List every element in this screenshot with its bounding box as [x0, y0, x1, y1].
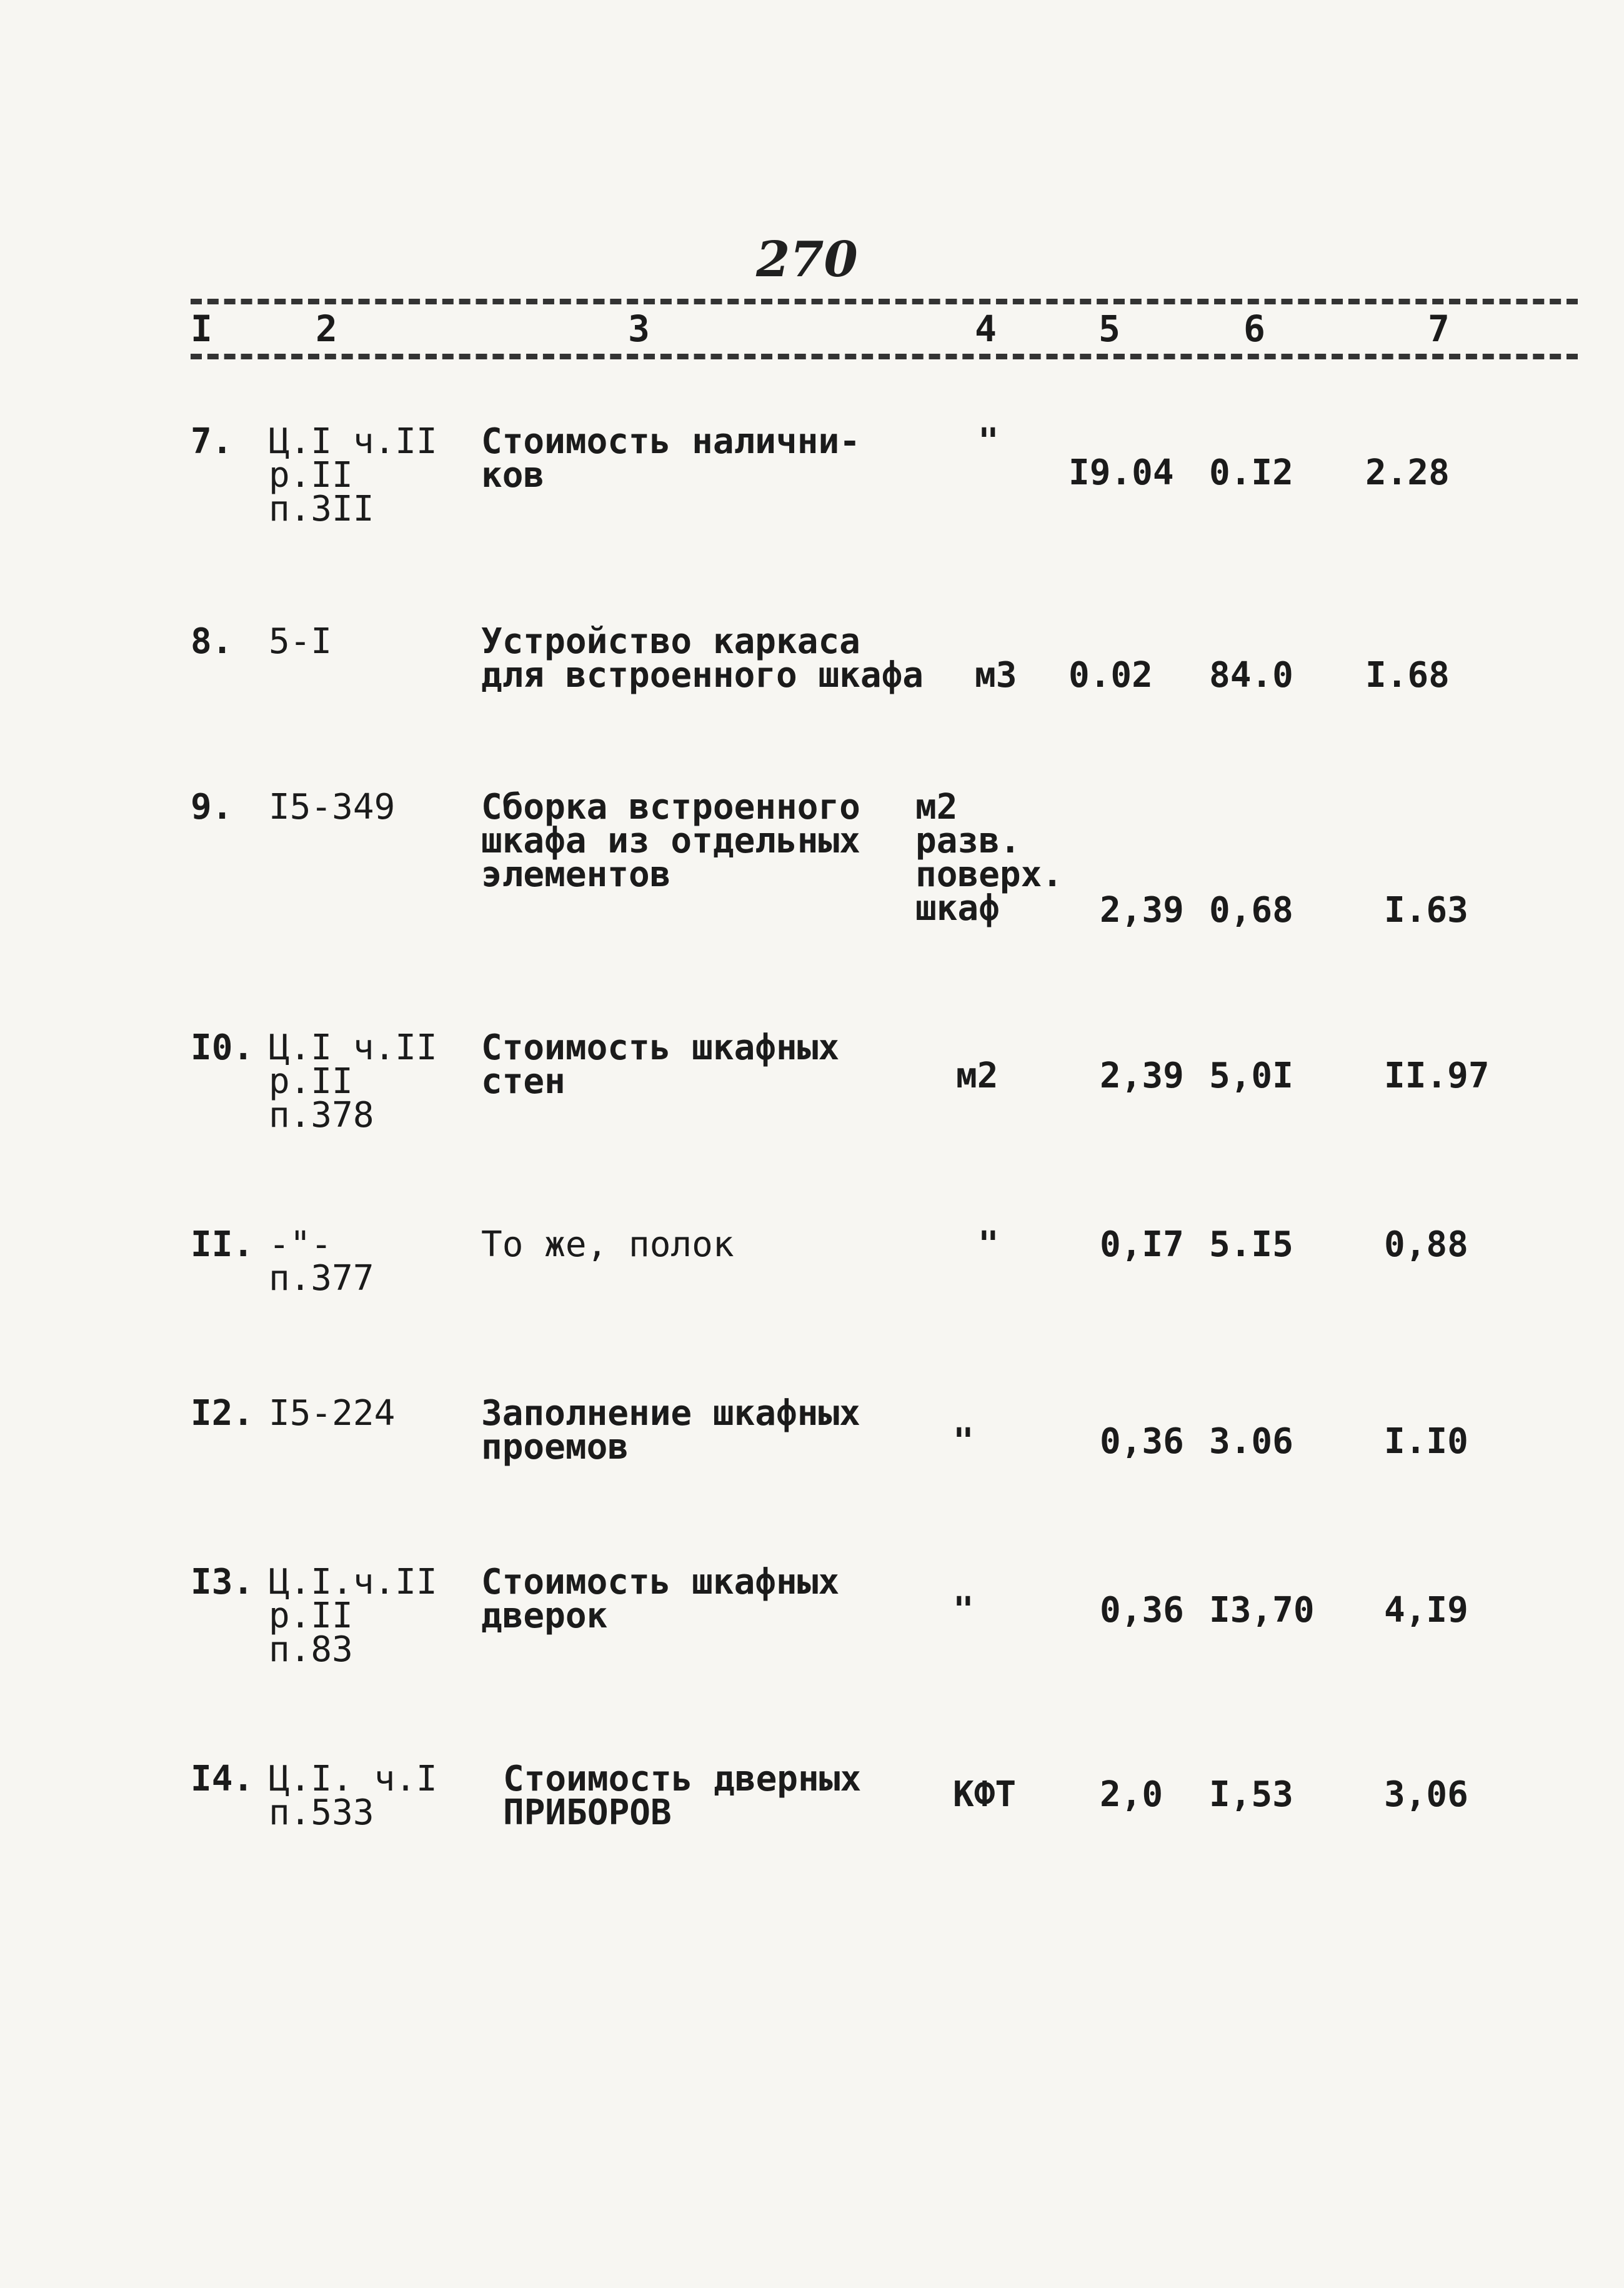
row-unit: м2 разв. поверх. шкаф	[915, 787, 1064, 929]
row-reference: Ц.I ч.II р.II п.378	[269, 1027, 437, 1136]
row-quantity: I9.04	[1069, 452, 1174, 493]
header-bottom-rule	[191, 354, 1578, 359]
column-header-2: 2	[316, 307, 337, 350]
row-quantity: 0,36	[1100, 1590, 1184, 1631]
row-total: 3,06	[1384, 1774, 1468, 1815]
row-number: I3.	[191, 1562, 254, 1602]
column-header-3: 3	[628, 307, 650, 350]
row-number: 7.	[191, 421, 233, 462]
row-description: Стоимость дверных ПРИБОРОВ	[503, 1759, 862, 1833]
row-total: I.I0	[1384, 1421, 1468, 1462]
row-total: 0,88	[1384, 1224, 1468, 1265]
row-quantity: 2,39	[1100, 890, 1184, 931]
row-unit: "	[953, 1421, 974, 1462]
row-price: 84.0	[1209, 655, 1293, 696]
row-unit: "	[953, 1590, 974, 1631]
row-number: 8.	[191, 621, 233, 662]
row-description: Заполнение шкафных проемов	[481, 1393, 860, 1467]
row-description: Устройство каркаса для встроенного шкафа	[481, 621, 924, 696]
row-description: То же, полок	[481, 1224, 734, 1265]
row-unit: "	[978, 421, 999, 462]
row-reference: -"- п.377	[269, 1224, 374, 1299]
column-header-5: 5	[1098, 307, 1120, 350]
row-price: 3.06	[1209, 1421, 1293, 1462]
row-total: I.68	[1365, 655, 1450, 696]
row-price: I3,70	[1209, 1590, 1315, 1631]
row-total: I.63	[1384, 890, 1468, 931]
row-quantity: 0.02	[1069, 655, 1153, 696]
row-price: 5,0I	[1209, 1056, 1293, 1096]
row-total: 2.28	[1365, 452, 1450, 493]
column-header-4: 4	[975, 307, 997, 350]
row-reference: 5-I	[269, 621, 332, 662]
column-header-6: 6	[1243, 307, 1265, 350]
row-unit: м2	[956, 1056, 999, 1096]
row-description: Сборка встроенного шкафа из отдельных элементов	[481, 787, 860, 895]
header-top-rule	[191, 299, 1578, 304]
row-price: 0.I2	[1209, 452, 1293, 493]
row-unit: КФТ	[953, 1774, 1017, 1815]
row-total: II.97	[1384, 1056, 1490, 1096]
row-total: 4,I9	[1384, 1590, 1468, 1631]
row-price: 5.I5	[1209, 1224, 1293, 1265]
row-number: 9.	[191, 787, 233, 827]
page-number: 270	[756, 231, 858, 288]
row-reference: Ц.I. ч.I п.533	[269, 1759, 437, 1833]
row-reference: Ц.I.ч.II р.II п.83	[269, 1562, 437, 1670]
row-description: Стоимость налични- ков	[481, 421, 860, 496]
row-number: I4.	[191, 1759, 254, 1799]
column-header-7: 7	[1428, 307, 1450, 350]
row-quantity: 0,36	[1100, 1421, 1184, 1462]
row-unit: м3	[975, 655, 1017, 696]
row-number: II.	[191, 1224, 254, 1265]
row-quantity: 0,I7	[1100, 1224, 1184, 1265]
row-reference: I5-224	[269, 1393, 396, 1434]
row-reference: Ц.I ч.II р.II п.3II	[269, 421, 437, 529]
row-description: Стоимость шкафных дверок	[481, 1562, 840, 1636]
row-number: I2.	[191, 1393, 254, 1434]
row-price: 0,68	[1209, 890, 1293, 931]
row-unit: "	[978, 1224, 999, 1265]
row-quantity: 2,39	[1100, 1056, 1184, 1096]
row-reference: I5-349	[269, 787, 396, 827]
row-description: Стоимость шкафных стен	[481, 1027, 840, 1102]
row-quantity: 2,0	[1100, 1774, 1163, 1815]
row-price: I,53	[1209, 1774, 1293, 1815]
row-number: I0.	[191, 1027, 254, 1068]
column-header-1: I	[191, 307, 212, 350]
